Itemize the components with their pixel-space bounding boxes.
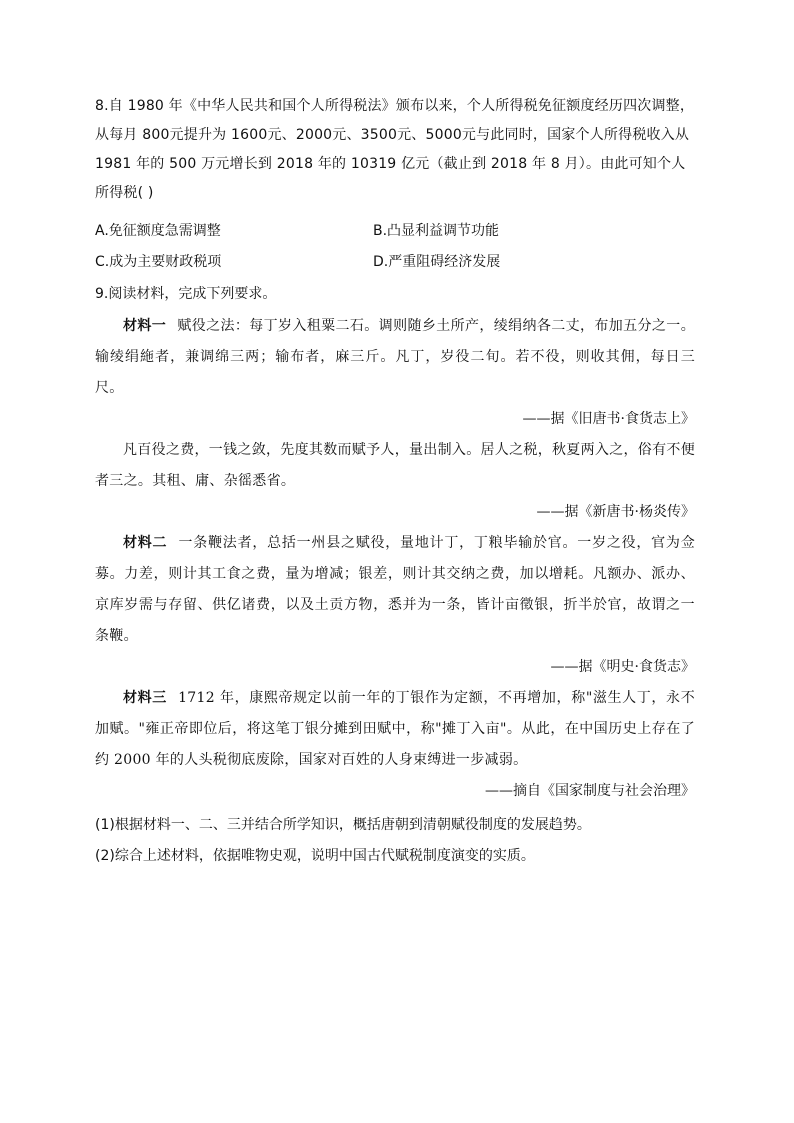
option-c[interactable]: C.成为主要财政税项 xyxy=(95,254,222,270)
material-1-paragraph-2: 凡百役之费，一钱之敛，先度其数而赋予人，量出制入。居人之税，秋夏两入之，俗有不便者三之。其租、庸、杂徭悉省。 xyxy=(95,442,695,489)
option-b[interactable]: B.凸显利益调节功能 xyxy=(373,223,500,239)
question-8-text: 8.自 1980 年《中华人民共和国个人所得税法》颁布以来，个人所得税免征额度经历四次调整，从每月 800元提升为 1600元、2000元、3500元、5000元与此同时，国家个人所得税收入从 1981 年的 500 万元增长到 2018 年的 10319 亿元（截止到 2018 年 8 月）。由此可知个人所得税( ) xyxy=(95,98,695,201)
material-3-source: ——摘自《国家制度与社会治理》 xyxy=(485,783,695,799)
question-9-stem: 9.阅读材料，完成下列要求。 xyxy=(95,286,277,302)
material-2-paragraph xyxy=(95,528,695,652)
material-2-text: 一条鞭法者，总括一州县之赋役，量地计丁，丁粮毕输於官。一岁之役，官为佥募。力差，则计其工食之费，量为增减；银差，则计其交纳之费，加以增耗。凡额办、派办、京库岁需与存留、供亿诸费，以及土贡方物，悉并为一条，皆计亩徵银，折半於官，故谓之一条鞭。 xyxy=(95,535,695,644)
material-3-text: 1712 年，康熙帝规定以前一年的丁银作为定额，不再增加，称"滋生人丁，永不加赋。"雍正帝即位后，将这笔丁银分摊到田赋中，称"摊丁入亩"。从此，在中国历史上存在了约 2000 年的人头税彻底废除，国家对百姓的人身束缚进一步减弱。 xyxy=(95,690,695,768)
material-1-source-2: ——据《新唐书·杨炎传》 xyxy=(536,504,695,520)
sub-question-1: (1)根据材料一、二、三并结合所学知识，概括唐朝到清朝赋役制度的发展趋势。 xyxy=(95,817,591,833)
material-1-source-1: ——据《旧唐书·食货志上》 xyxy=(522,411,695,427)
material-2-source: ——据《明史·食货志》 xyxy=(550,659,695,675)
material-3-label: 材料三 xyxy=(123,690,167,706)
material-1-paragraph-1 xyxy=(95,311,695,404)
option-a[interactable]: A.免征额度急需调整 xyxy=(95,223,221,239)
option-d[interactable]: D.严重阻碍经济发展 xyxy=(373,254,501,270)
material-2-label: 材料二 xyxy=(123,535,168,551)
material-3-paragraph xyxy=(95,683,695,776)
material-1-label: 材料一 xyxy=(123,318,167,334)
question-8-options xyxy=(95,216,695,278)
material-1-text: 赋役之法：每丁岁入租粟二石。调则随乡土所产，绫绢纳各二丈，布加五分之一。输绫绢絁者，兼调绵三两；输布者，麻三斤。凡丁，岁役二旬。若不役，则收其佣，每日三尺。 xyxy=(95,318,695,396)
sub-question-2: (2)综合上述材料，依据唯物史观，说明中国古代赋税制度演变的实质。 xyxy=(95,848,535,864)
